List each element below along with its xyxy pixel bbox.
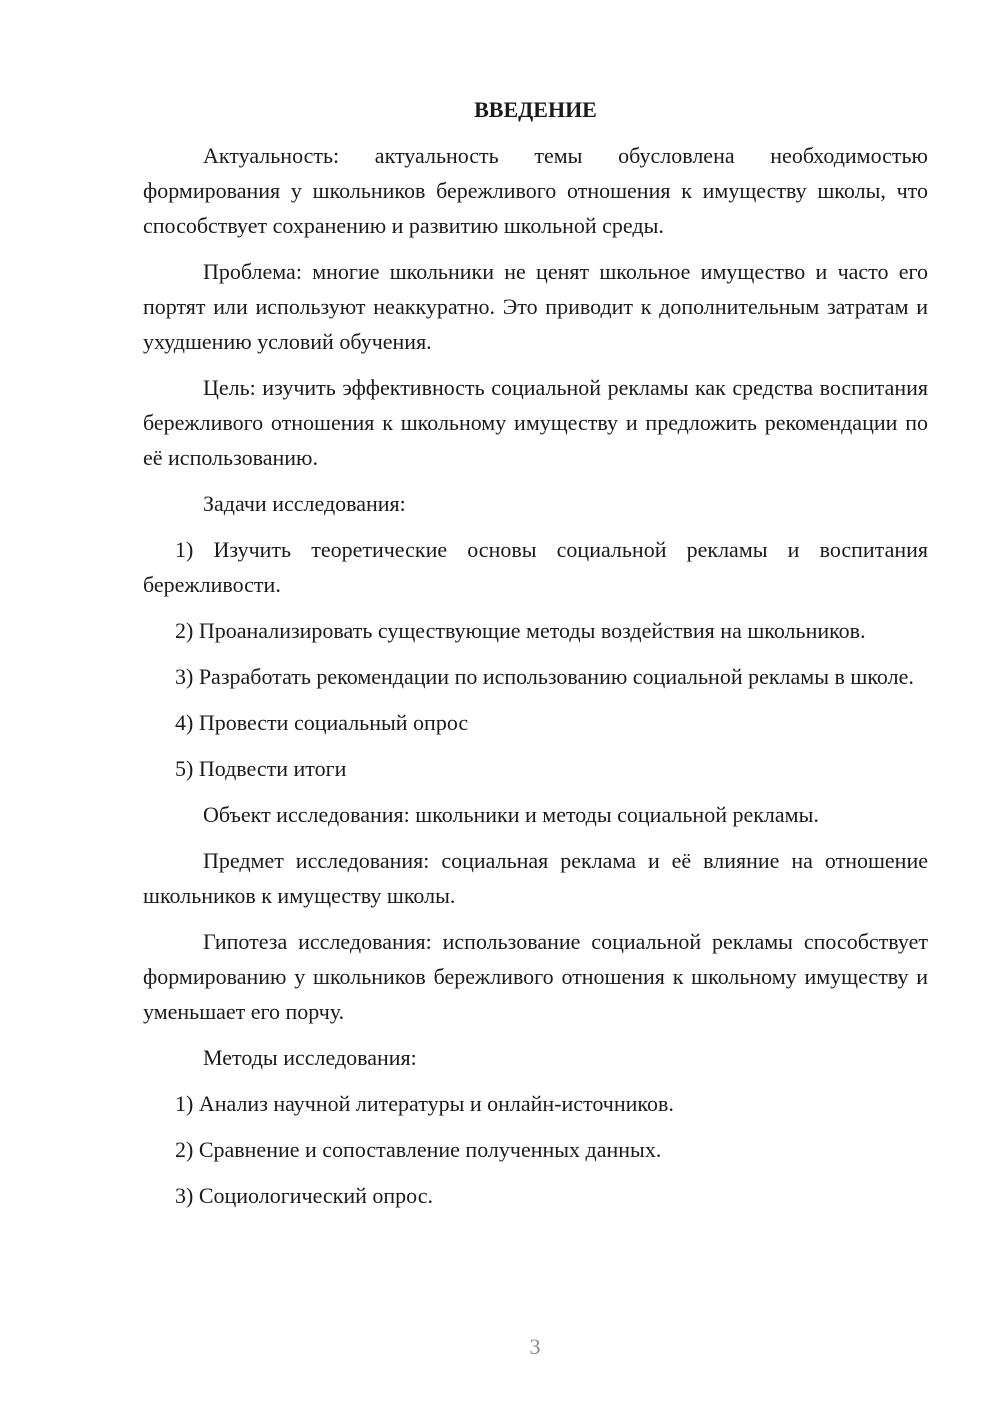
method-item: 1) Анализ научной литературы и онлайн-источников. <box>175 1091 674 1116</box>
task-item: 4) Провести социальный опрос <box>175 710 469 735</box>
subject-paragraph: Предмет исследования: социальная реклама и её влияние на отношение школьников к имуществу школы. <box>143 848 928 908</box>
task-item: 5) Подвести итоги <box>175 756 347 781</box>
method-item: 3) Социологический опрос. <box>175 1183 433 1208</box>
page-title: ВВЕДЕНИЕ <box>474 97 597 122</box>
methods-heading: Методы исследования: <box>203 1045 417 1070</box>
page-number: 3 <box>529 1334 541 1359</box>
task-item: 2) Проанализировать существующие методы воздействия на школьников. <box>175 618 866 643</box>
relevance-paragraph: Актуальность: актуальность темы обусловлена необходимостью формирования у школьников бережливого отношения к имуществу школы, что способствует сохранению и развитию школьной среды. <box>143 143 928 238</box>
problem-paragraph: Проблема: многие школьники не ценят школьное имущество и часто его портят или используют неаккуратно. Это приводит к дополнительным затратам и ухудшению условий обучения. <box>143 259 928 354</box>
method-item: 2) Сравнение и сопоставление полученных данных. <box>175 1137 662 1162</box>
task-item: 1) Изучить теоретические основы социальной рекламы и воспитания бережливости. <box>143 537 928 597</box>
tasks-heading: Задачи исследования: <box>203 491 406 516</box>
object-paragraph: Объект исследования: школьники и методы социальной рекламы. <box>203 802 819 827</box>
task-item: 3) Разработать рекомендации по использованию социальной рекламы в школе. <box>175 664 914 689</box>
hypothesis-paragraph: Гипотеза исследования: использование социальной рекламы способствует формированию у школьников бережливого отношения к школьному имуществу и уменьшает его порчу. <box>143 929 928 1024</box>
goal-paragraph: Цель: изучить эффективность социальной рекламы как средства воспитания бережливого отношения к школьному имуществу и предложить рекомендации по её использованию. <box>143 375 928 470</box>
document-body <box>143 92 928 1224</box>
